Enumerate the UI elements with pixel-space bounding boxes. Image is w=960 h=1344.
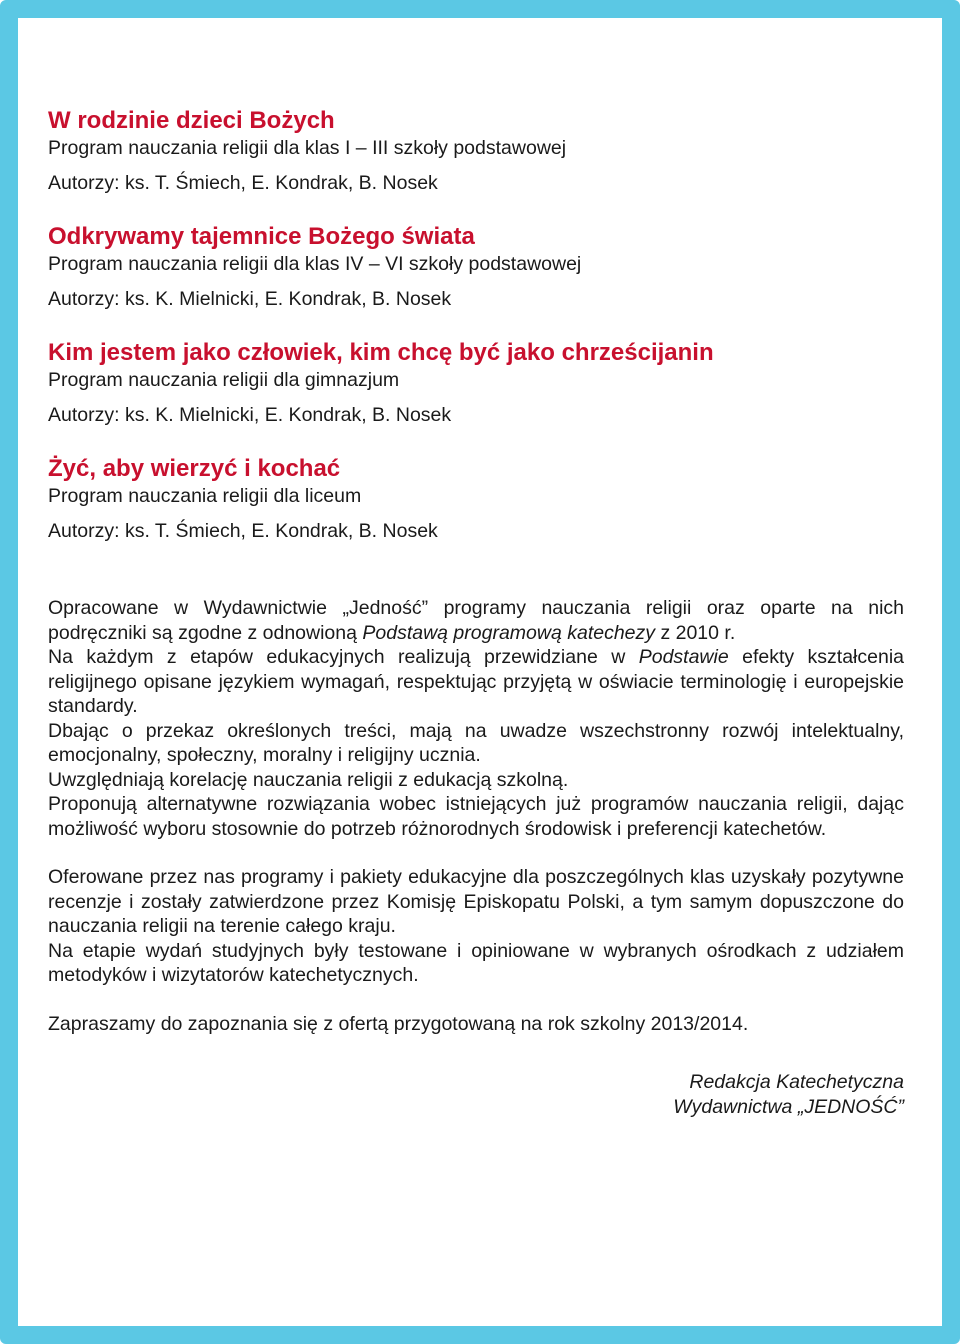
text-span: Na każdym z etapów edukacyjnych realizują przewidziane w (48, 646, 639, 668)
program-subtitle: Program nauczania religii dla klas I – III szkoły podstawowej (48, 137, 567, 159)
signature-line: Redakcja Katechetyczna (689, 1071, 904, 1093)
text-span: efekty kształcenia religijnego opisane językiem wymagań, respektując przyjętą w oświacie terminologię i europejskie standardy. (48, 646, 905, 717)
paragraph: Uwzględniają korelację nauczania religii z edukacją szkolną. (48, 768, 569, 791)
spacer (48, 841, 904, 865)
description-text (48, 596, 904, 1036)
program-title: Odkrywamy tajemnice Bożego świata (48, 223, 475, 250)
page-content (48, 106, 904, 1120)
program-title: Kim jestem jako człowiek, kim chcę być jako chrześcijanin (48, 339, 714, 366)
program-title: Żyć, aby wierzyć i kochać (48, 455, 341, 482)
paragraph (48, 596, 904, 645)
program-entry (48, 454, 904, 544)
program-entry (48, 106, 904, 196)
program-subtitle: Program nauczania religii dla liceum (48, 485, 362, 507)
paragraph: Zapraszamy do zapoznania się z ofertą przygotowaną na rok szkolny 2013/2014. (48, 1012, 749, 1035)
signature (48, 1070, 904, 1120)
spacer (48, 988, 904, 1012)
program-authors: Autorzy: ks. T. Śmiech, E. Kondrak, B. Nosek (48, 172, 438, 194)
signature-line: Wydawnictwa „JEDNOŚĆ” (673, 1096, 904, 1118)
paragraph: Oferowane przez nas programy i pakiety edukacyjne dla poszczególnych klas uzyskały pozytywne recenzje i zostały zatwierdzone przez Komisję Episkopatu Polski, a tym samym dopuszczone do nauczania religii na terenie całego kraju. (48, 866, 904, 937)
text-span: Opracowane w Wydawnictwie „Jedność” programy nauczania religii oraz oparte na nich podręczniki są zgodne z odnowioną (48, 597, 904, 644)
program-authors: Autorzy: ks. K. Mielnicki, E. Kondrak, B. Nosek (48, 288, 452, 310)
paragraph (48, 645, 904, 719)
program-authors: Autorzy: ks. K. Mielnicki, E. Kondrak, B. Nosek (48, 404, 452, 426)
paragraph: Dbając o przekaz określonych treści, mają na uwadze wszechstronny rozwój intelektualny, emocjonalny, społeczny, moralny i religijny ucznia. (48, 719, 904, 766)
program-authors: Autorzy: ks. T. Śmiech, E. Kondrak, B. Nosek (48, 520, 438, 542)
text-span: z 2010 r. (655, 621, 736, 644)
paragraph: Na etapie wydań studyjnych były testowane i opiniowane w wybranych ośrodkach z udziałem metodyków i wizytatorów katechetycznych. (48, 939, 904, 986)
program-subtitle: Program nauczania religii dla gimnazjum (48, 369, 400, 391)
paragraph: Proponują alternatywne rozwiązania wobec istniejących już programów nauczania religii, dając możliwość wyboru stosownie do potrzeb różnorodnych środowisk i preferencji katechetów. (48, 793, 904, 840)
program-subtitle: Program nauczania religii dla klas IV – VI szkoły podstawowej (48, 253, 582, 275)
program-entry (48, 338, 904, 428)
program-entry (48, 222, 904, 312)
italic-text: Podstawą programową katechezy (362, 621, 656, 644)
program-title: W rodzinie dzieci Bożych (48, 107, 335, 134)
italic-text: Podstawie (638, 646, 729, 668)
